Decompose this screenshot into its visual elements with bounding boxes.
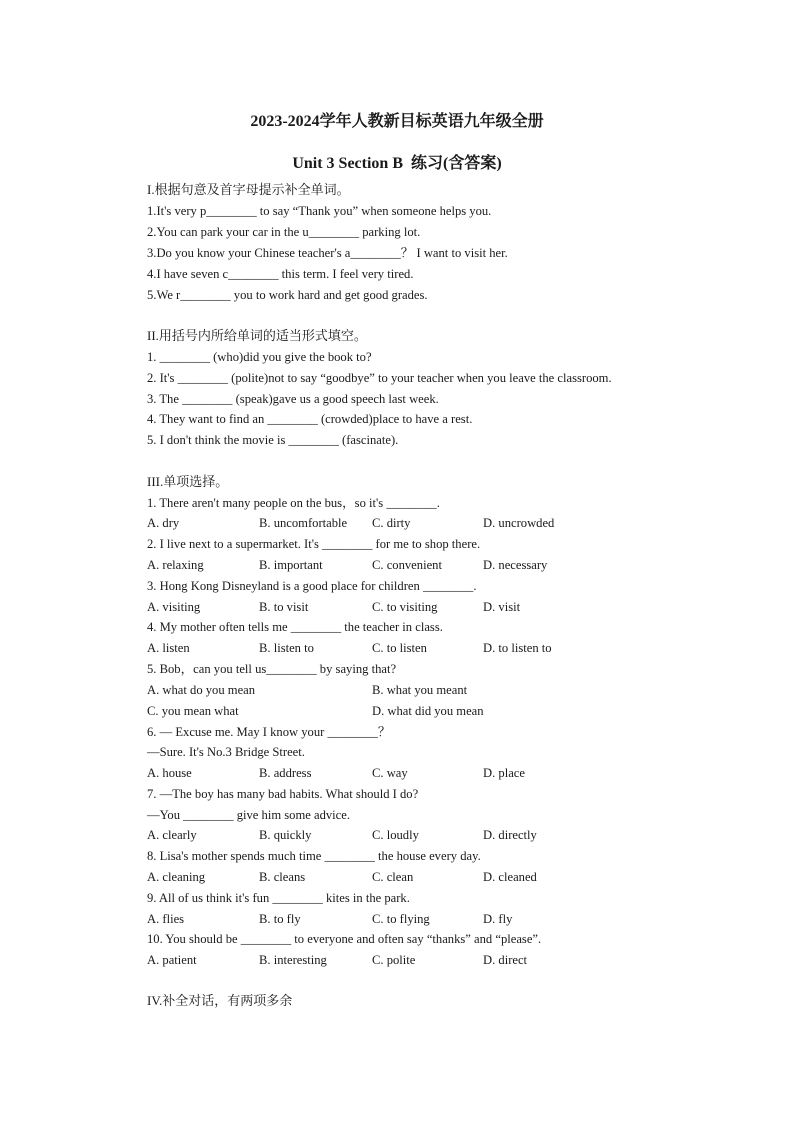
question-stem: 3. Hong Kong Disneyland is a good place for children ________. <box>147 579 477 593</box>
option-d: D. directly <box>483 828 537 842</box>
question-stem: 7. —The boy has many bad habits. What should I do? <box>147 787 419 801</box>
question-stem: 5. Bob，can you tell us________ by saying that? <box>147 662 397 676</box>
option-b: B. address <box>259 766 312 780</box>
question-stem: 6. — Excuse me. May I know your ________？ <box>147 725 391 739</box>
option-c: C. to flying <box>372 912 430 926</box>
option-c: C. to visiting <box>372 600 438 614</box>
option-c: C. to listen <box>372 641 427 655</box>
option-a: A. cleaning <box>147 870 206 884</box>
document-title: 2023-2024学年人教新目标英语九年级全册 <box>250 113 544 130</box>
option-a: A. listen <box>147 641 190 655</box>
question-stem: 2. I live next to a supermarket. It's ________ for me to shop there. <box>147 537 481 551</box>
word-form-item: 2. It's ________ (polite)not to say “goodbye” to your teacher when you leave the classroom. <box>147 371 612 385</box>
option-a: A. relaxing <box>147 558 204 572</box>
option-d: D. place <box>483 766 525 780</box>
fill-item: 2.You can park your car in the u________ parking lot. <box>147 225 421 239</box>
fill-item: 5.We r________ you to work hard and get good grades. <box>147 288 428 302</box>
document-subtitle: Unit 3 Section B 练习(含答案) <box>292 155 502 172</box>
option-a: A. what do you mean <box>147 683 256 697</box>
option-a: A. clearly <box>147 828 197 842</box>
word-form-item: 1. ________ (who)did you give the book to? <box>147 350 372 364</box>
option-d: D. what did you mean <box>372 704 484 718</box>
option-b: B. interesting <box>259 953 327 967</box>
word-form-item: 5. I don't think the movie is ________ (fascinate). <box>147 433 399 447</box>
question-stem: 10. You should be ________ to everyone and often say “thanks” and “please”. <box>147 932 542 946</box>
option-d: D. necessary <box>483 558 548 572</box>
option-c: C. dirty <box>372 516 411 530</box>
option-b: B. important <box>259 558 323 572</box>
option-b: B. cleans <box>259 870 306 884</box>
question-stem: 4. My mother often tells me ________ the teacher in class. <box>147 620 443 634</box>
option-d: D. fly <box>483 912 513 926</box>
option-a: A. dry <box>147 516 180 530</box>
question-stem: 1. There aren't many people on the bus，so it's ________. <box>147 496 440 510</box>
option-b: B. what you meant <box>372 683 468 697</box>
option-c: C. loudly <box>372 828 419 842</box>
option-d: D. cleaned <box>483 870 537 884</box>
section-1-heading: I.根据句意及首字母提示补全单词。 <box>147 182 350 197</box>
option-a: A. patient <box>147 953 197 967</box>
section-2-heading: II.用括号内所给单词的适当形式填空。 <box>147 328 367 343</box>
option-a: A. flies <box>147 912 185 926</box>
fill-item: 1.It's very p________ to say “Thank you” when someone helps you. <box>147 204 492 218</box>
option-c: C. convenient <box>372 558 442 572</box>
option-c: C. polite <box>372 953 416 967</box>
fill-item: 3.Do you know your Chinese teacher's a________？ I want to visit her. <box>147 246 508 260</box>
fill-item: 4.I have seven c________ this term. I feel very tired. <box>147 267 414 281</box>
question-stem: 8. Lisa's mother spends much time ________ the house every day. <box>147 849 481 863</box>
option-d: D. to listen to <box>483 641 552 655</box>
question-stem-reply: —You ________ give him some advice. <box>147 808 351 822</box>
option-d: D. direct <box>483 953 528 967</box>
section-3-heading: III.单项选择。 <box>147 474 229 489</box>
option-b: B. to visit <box>259 600 309 614</box>
word-form-item: 3. The ________ (speak)gave us a good speech last week. <box>147 392 439 406</box>
question-stem: 9. All of us think it's fun ________ kites in the park. <box>147 891 410 905</box>
option-a: A. visiting <box>147 600 201 614</box>
option-a: A. house <box>147 766 192 780</box>
option-c: C. clean <box>372 870 414 884</box>
option-c: C. you mean what <box>147 704 239 718</box>
option-b: B. quickly <box>259 828 312 842</box>
word-form-item: 4. They want to find an ________ (crowded)place to have a rest. <box>147 412 473 426</box>
question-stem-reply: —Sure. It's No.3 Bridge Street. <box>147 745 305 759</box>
section-4-heading: IV.补全对话，有两项多余 <box>147 993 293 1008</box>
option-b: B. uncomfortable <box>259 516 348 530</box>
option-d: D. visit <box>483 600 521 614</box>
option-d: D. uncrowded <box>483 516 555 530</box>
option-c: C. way <box>372 766 408 780</box>
option-b: B. to fly <box>259 912 301 926</box>
option-b: B. listen to <box>259 641 314 655</box>
